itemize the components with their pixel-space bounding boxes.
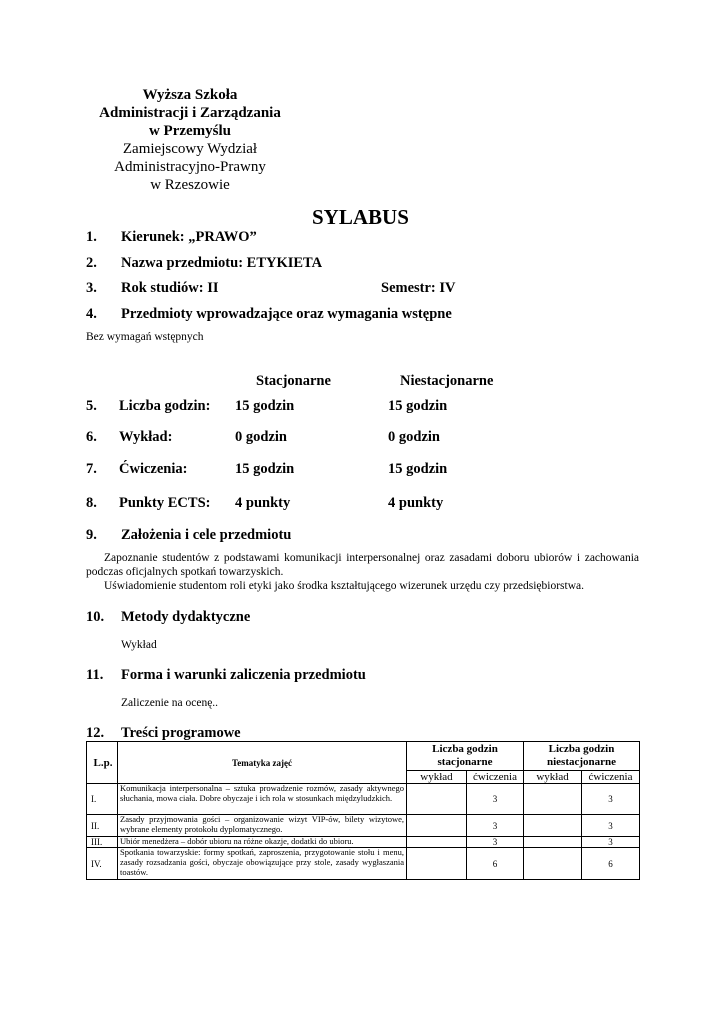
section-9-number: 9.: [86, 527, 97, 543]
header-niestacjonarne: Liczba godzin niestacjonarne: [524, 742, 640, 771]
row-topic: Ubiór menedżera – dobór ubioru na różne okazje, dodatki do ubioru.: [118, 837, 407, 848]
row-niestac-cwiczenia: 6: [582, 848, 640, 880]
item-7-label: Ćwiczenia:: [119, 461, 188, 477]
section-10-body: Wykład: [121, 639, 157, 651]
section-11-title: Forma i warunki zaliczenia przedmiotu: [121, 667, 366, 683]
item-8-label: Punkty ECTS:: [119, 495, 211, 511]
row-topic: Spotkania towarzyskie: formy spotkań, zaproszenia, przygotowanie stołu i menu, zasady rozsadzania gości, obyczaje obowiązujące przy stole, zasady wygłaszania toastów.: [118, 848, 407, 880]
row-stac-wyklad: [407, 837, 467, 848]
table-row: [87, 815, 640, 837]
item-6-number: 6.: [86, 429, 97, 445]
header-line-5: Administracyjno-Prawny: [114, 159, 266, 175]
item-5-number: 5.: [86, 398, 97, 414]
semester-label: Semestr: IV: [381, 280, 456, 296]
item-2-number: 2.: [86, 255, 97, 271]
row-niestac-wyklad: [524, 837, 582, 848]
institution-header: [80, 86, 300, 194]
row-niestac-wyklad: [524, 848, 582, 880]
header-line-1: Wyższa Szkoła: [142, 87, 238, 103]
section-10-title: Metody dydaktyczne: [121, 609, 251, 625]
item-7-number: 7.: [86, 461, 97, 477]
header-line-6: w Rzeszowie: [150, 177, 230, 193]
section-10-number: 10.: [86, 609, 105, 625]
header-stac-wyklad: wykład: [407, 771, 467, 784]
item-6-niestac: 0 godzin: [388, 429, 440, 445]
section-9-paragraph-1: Zapoznanie studentów z podstawami komunikacji interpersonalnej oraz zasadami doboru ubiorów i zachowania podczas oficjalnych spotkań towarzyskich.: [86, 552, 639, 578]
item-2-text: Nazwa przedmiotu: ETYKIETA: [121, 255, 323, 271]
header-line-3: w Przemyślu: [148, 123, 232, 139]
row-niestac-wyklad: [524, 784, 582, 815]
document-title: SYLABUS: [312, 205, 409, 229]
row-stac-wyklad: [407, 784, 467, 815]
row-stac-cwiczenia: 6: [467, 848, 524, 880]
section-12-title: Treści programowe: [121, 725, 241, 741]
row-topic: Komunikacja interpersonalna – sztuka prowadzenie rozmów, zasady aktywnego słuchania, mowa ciała. Dobre obyczaje i ich rola w stosunkach międzyludzkich.: [118, 784, 407, 815]
program-table: [86, 741, 640, 880]
item-1-text: Kierunek: „PRAWO”: [121, 229, 257, 245]
item-4-body: Bez wymagań wstępnych: [86, 331, 204, 343]
section-12-number: 12.: [86, 725, 105, 741]
section-9-title: Założenia i cele przedmiotu: [121, 527, 292, 543]
section-11-body: Zaliczenie na ocenę..: [121, 697, 219, 709]
table-row: [87, 784, 640, 815]
item-5-niestac: 15 godzin: [388, 398, 448, 414]
column-stacjonarne: Stacjonarne: [256, 373, 331, 389]
row-lp: III.: [87, 837, 118, 848]
section-11-number: 11.: [86, 667, 104, 683]
row-stac-wyklad: [407, 848, 467, 880]
item-6-stac: 0 godzin: [235, 429, 287, 445]
item-8-number: 8.: [86, 495, 97, 511]
item-7-stac: 15 godzin: [235, 461, 295, 477]
item-6-label: Wykład:: [119, 429, 173, 445]
table-row: [87, 837, 640, 848]
row-niestac-cwiczenia: 3: [582, 784, 640, 815]
header-niestac-wyklad: wykład: [524, 771, 582, 784]
row-lp: IV.: [87, 848, 118, 880]
table-header-row: [87, 742, 640, 771]
table-row: [87, 848, 640, 880]
header-stacjonarne: Liczba godzin stacjonarne: [407, 742, 524, 771]
header-topic: Tematyka zajęć: [118, 742, 407, 784]
header-lp: L.p.: [87, 742, 118, 784]
row-stac-cwiczenia: 3: [467, 837, 524, 848]
item-3-text: Rok studiów: II: [121, 280, 219, 296]
item-4-number: 4.: [86, 306, 97, 322]
row-niestac-wyklad: [524, 815, 582, 837]
header-line-2: Administracji i Zarządzania: [99, 105, 281, 121]
header-stac-cwiczenia: ćwiczenia: [467, 771, 524, 784]
item-1-number: 1.: [86, 229, 97, 245]
item-8-niestac: 4 punkty: [388, 495, 444, 511]
row-niestac-cwiczenia: 3: [582, 837, 640, 848]
row-stac-wyklad: [407, 815, 467, 837]
item-5-stac: 15 godzin: [235, 398, 295, 414]
item-3-number: 3.: [86, 280, 97, 296]
row-lp: I.: [87, 784, 118, 815]
header-niestac-cwiczenia: ćwiczenia: [582, 771, 640, 784]
row-niestac-cwiczenia: 3: [582, 815, 640, 837]
header-line-4: Zamiejscowy Wydział: [122, 141, 258, 157]
item-7-niestac: 15 godzin: [388, 461, 448, 477]
item-4-text: Przedmioty wprowadzające oraz wymagania wstępne: [121, 306, 452, 322]
row-topic: Zasady przyjmowania gości – organizowanie wizyt VIP-ów, bilety wizytowe, wybrane elementy protokołu dyplomatycznego.: [118, 815, 407, 837]
item-5-label: Liczba godzin:: [119, 398, 211, 414]
row-stac-cwiczenia: 3: [467, 815, 524, 837]
item-8-stac: 4 punkty: [235, 495, 291, 511]
row-lp: II.: [87, 815, 118, 837]
row-stac-cwiczenia: 3: [467, 784, 524, 815]
column-niestacjonarne: Niestacjonarne: [400, 373, 494, 389]
section-9-paragraph-2: Uświadomienie studentom roli etyki jako środka kształtującego wizerunek urzędu czy przedsiębiorstwa.: [104, 580, 584, 592]
